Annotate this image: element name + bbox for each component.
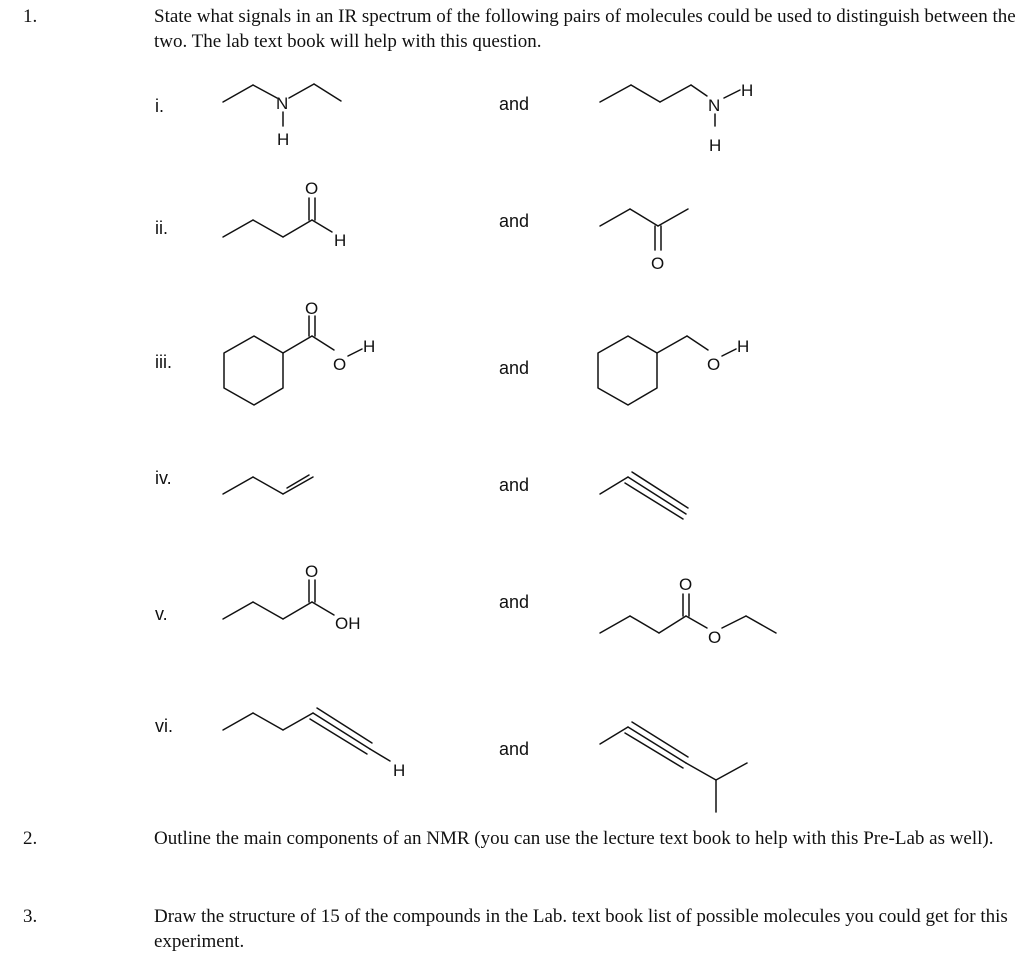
hydrogen-atom: H [334, 231, 347, 250]
bond [686, 763, 716, 780]
question-2-text: Outline the main components of an NMR (you can use the lecture text book to help with this Pre-Lab as well). [154, 828, 994, 849]
triple-bond [628, 727, 686, 763]
pair-ii-and: and [499, 211, 530, 231]
bond [716, 763, 747, 780]
oxygen-atom: O [679, 575, 693, 594]
oxygen-atom: O [707, 355, 721, 374]
oxygen-atom: O [305, 299, 319, 318]
oxygen-atom: O [651, 254, 665, 273]
triple-bond [632, 722, 688, 757]
pair-v-label: v. [155, 604, 168, 624]
hydrogen-atom: H [741, 81, 754, 100]
hydrogen-atom: H [709, 136, 722, 155]
question-1-text: State what signals in an IR spectrum of the following pairs of molecules could be used to distinguish between the two. The lab text book will help with this question. [154, 6, 1016, 52]
question-1-number: 1. [23, 6, 38, 27]
hydrogen-atom: H [277, 130, 290, 149]
oxygen-atom: O [305, 179, 319, 198]
question-3-text: Draw the structure of 15 of the compounds in the Lab. text book list of possible molecules you could get for this experiment. [154, 906, 1008, 952]
oxygen-atom: O [305, 562, 319, 581]
hydroxyl-group: OH [335, 614, 361, 633]
pair-iii-label: iii. [155, 352, 172, 372]
pair-vi-and: and [499, 739, 530, 759]
pair-i-label: i. [155, 96, 164, 116]
nitrogen-atom: N [276, 94, 289, 113]
oxygen-atom: O [708, 628, 722, 647]
hydrogen-atom: H [363, 337, 376, 356]
pair-iv-label: iv. [155, 468, 172, 488]
pair-i-and: and [499, 94, 530, 114]
nitrogen-atom: N [708, 96, 721, 115]
pair-iv-and: and [499, 475, 530, 495]
oxygen-atom: O [333, 355, 347, 374]
question-2-number: 2. [23, 828, 38, 849]
pair-ii-label: ii. [155, 218, 168, 238]
question-3-number: 3. [23, 906, 38, 927]
hydrogen-atom: H [393, 761, 406, 780]
pair-vi-label: vi. [155, 716, 173, 736]
pair-iii-and: and [499, 358, 530, 378]
pair-v-and: and [499, 592, 530, 612]
hydrogen-atom: H [737, 337, 750, 356]
triple-bond [625, 733, 683, 768]
bond [600, 727, 628, 744]
